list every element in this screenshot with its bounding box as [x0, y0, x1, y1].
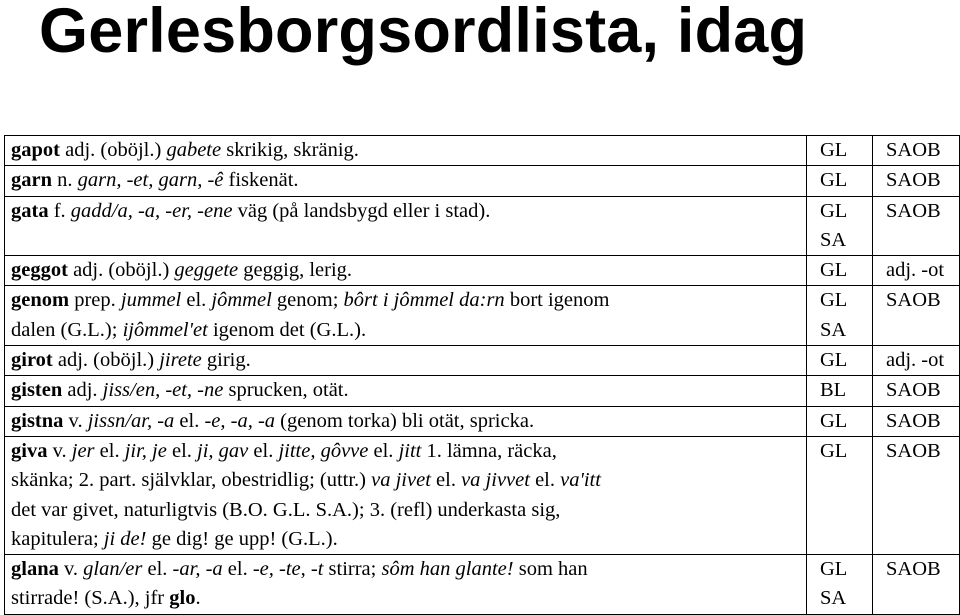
dialect-form: glan/er	[83, 558, 143, 581]
dialect-form: jummel	[120, 289, 182, 312]
dialect-form: jirete	[159, 349, 202, 372]
source-code: GL	[820, 199, 848, 222]
entry-sources	[807, 256, 873, 286]
entry-definition	[5, 166, 807, 196]
definition-text: v.	[58, 558, 84, 581]
dialect-form: jômmel	[211, 289, 272, 312]
headword: glana	[11, 558, 59, 581]
entry-definition	[5, 256, 807, 286]
dialect-form: jissn/ar, -a	[87, 409, 175, 432]
dialect-form: ji, gav	[197, 439, 249, 462]
definition-line	[11, 407, 800, 436]
entry-sources	[807, 136, 873, 166]
definition-text: sprucken, otät.	[223, 379, 349, 402]
source-code: GL	[820, 139, 848, 161]
definition-text: genom;	[271, 289, 344, 312]
source-code: GL	[820, 558, 848, 581]
definition-text: adj. (oböjl.)	[59, 139, 167, 161]
definition-text: adj. (oböjl.)	[67, 259, 175, 282]
source-code: GL	[820, 169, 848, 192]
entry-definition	[5, 196, 807, 256]
headword: gistna	[11, 409, 64, 432]
dialect-form: jiss/en, -et, -ne	[102, 379, 224, 402]
entry-reference: SAOB	[873, 196, 960, 256]
definition-line	[11, 166, 800, 195]
entry-reference: SAOB	[873, 436, 960, 554]
source-code: GL	[820, 439, 848, 462]
dialect-form: sôm han glante!	[381, 558, 514, 581]
definition-text: adj. (oböjl.)	[52, 349, 160, 372]
definition-text: som han	[513, 558, 588, 581]
definition-line	[11, 316, 800, 345]
source-code: GL	[820, 259, 848, 282]
dialect-form: garn, -et, garn, -ê	[77, 169, 224, 192]
definition-text: (genom torka) bli otät, spricka.	[275, 409, 535, 432]
entry-reference: SAOB	[873, 166, 960, 196]
headword: glo	[169, 587, 196, 610]
entry-definition	[5, 376, 807, 406]
definition-text: el.	[166, 439, 198, 462]
dialect-form: va'itt	[560, 469, 601, 492]
dialect-form: jer	[71, 439, 95, 462]
headword: garn	[11, 169, 52, 192]
entry-reference: adj. -ot	[873, 256, 960, 286]
definition-line	[11, 197, 800, 226]
entry-reference: SAOB	[873, 286, 960, 346]
definition-line	[11, 496, 800, 525]
definition-text: bort igenom	[504, 289, 610, 312]
dialect-form: va jivvet	[461, 469, 530, 492]
entry-sources	[807, 406, 873, 436]
definition-text: n.	[52, 169, 78, 192]
definition-line	[11, 437, 800, 466]
definition-text: el.	[94, 439, 125, 462]
source-code: GL	[820, 349, 848, 372]
dictionary-table	[4, 135, 960, 615]
definition-line	[11, 346, 800, 375]
table-row	[5, 286, 960, 346]
definition-text: el.	[181, 289, 212, 312]
headword: gapot	[11, 139, 60, 161]
entry-sources	[807, 196, 873, 256]
dictionary-body	[5, 136, 960, 615]
definition-line	[11, 555, 800, 584]
page-title: Gerlesborgsordlista, idag	[39, 0, 808, 66]
dialect-form: ji de!	[103, 527, 147, 550]
definition-line	[11, 584, 800, 613]
definition-text: ge dig! ge upp! (G.L.).	[146, 527, 338, 550]
table-row	[5, 436, 960, 554]
source-code: SA	[820, 318, 847, 341]
definition-text: v.	[47, 439, 72, 462]
entry-definition	[5, 406, 807, 436]
definition-text: el.	[222, 558, 253, 581]
definition-text: stirra;	[323, 558, 382, 581]
definition-text: el.	[248, 439, 279, 462]
definition-text: el.	[529, 469, 561, 492]
definition-text: igenom det (G.L.).	[207, 318, 367, 341]
definition-text: det var givet, naturligtvis (B.O. G.L. S.A.); 3. (refl) underkasta sig,	[11, 498, 561, 521]
definition-line	[11, 376, 800, 405]
definition-line	[11, 136, 800, 165]
source-code: SA	[820, 228, 847, 251]
entry-sources	[807, 436, 873, 554]
definition-text: dalen (G.L.);	[11, 318, 123, 341]
entry-sources	[807, 376, 873, 406]
entry-sources	[807, 555, 873, 615]
dialect-form: -ar, -a	[172, 558, 223, 581]
definition-text: el.	[368, 439, 399, 462]
definition-text: skänka; 2. part. självklar, obestridlig; (uttr.)	[11, 469, 372, 492]
entry-reference: SAOB	[873, 406, 960, 436]
definition-line	[11, 256, 800, 285]
table-row	[5, 136, 960, 166]
definition-text: el.	[430, 469, 462, 492]
headword: girot	[11, 349, 53, 372]
definition-text: fiskenät.	[223, 169, 299, 192]
headword: gata	[11, 199, 49, 222]
source-code: GL	[820, 409, 848, 432]
definition-text: väg (på landsbygd eller i stad).	[232, 199, 491, 222]
dialect-form: jitt	[398, 439, 422, 462]
definition-text: geggig, lerig.	[238, 259, 353, 282]
entry-sources	[807, 346, 873, 376]
dialect-form: jitte, gôvve	[278, 439, 369, 462]
definition-text: .	[195, 587, 201, 610]
source-code: SA	[820, 587, 847, 610]
definition-line	[11, 466, 800, 495]
headword: geggot	[11, 259, 68, 282]
headword: gisten	[11, 379, 63, 402]
definition-text: skrikig, skränig.	[221, 139, 359, 161]
definition-text: f.	[48, 199, 71, 222]
headword: genom	[11, 289, 70, 312]
definition-text: el.	[142, 558, 173, 581]
table-row	[5, 196, 960, 256]
definition-line	[11, 525, 800, 554]
table-row	[5, 256, 960, 286]
dialect-form: geggete	[174, 259, 239, 282]
definition-text: stirrade! (S.A.), jfr	[11, 587, 170, 610]
headword: giva	[11, 439, 48, 462]
entry-definition	[5, 436, 807, 554]
entry-reference: SAOB	[873, 376, 960, 406]
entry-definition	[5, 136, 807, 166]
entry-sources	[807, 286, 873, 346]
table-row	[5, 376, 960, 406]
table-row	[5, 166, 960, 196]
definition-text: adj.	[62, 379, 103, 402]
entry-sources	[807, 166, 873, 196]
table-row	[5, 555, 960, 615]
entry-definition	[5, 555, 807, 615]
entry-reference: SAOB	[873, 136, 960, 166]
definition-text: kapitulera;	[11, 527, 104, 550]
definition-text: 1. lämna, räcka,	[421, 439, 557, 462]
dialect-form: bôrt i jômmel da:rn	[343, 289, 505, 312]
table-row	[5, 406, 960, 436]
entry-definition	[5, 346, 807, 376]
dialect-form: ijômmel'et	[122, 318, 208, 341]
dialect-form: va jivet	[371, 469, 431, 492]
definition-text: v.	[63, 409, 88, 432]
entry-reference: SAOB	[873, 555, 960, 615]
source-code: GL	[820, 289, 848, 312]
dialect-form: jir, je	[124, 439, 167, 462]
entry-reference: adj. -ot	[873, 346, 960, 376]
definition-text: el.	[174, 409, 205, 432]
entry-definition	[5, 286, 807, 346]
definition-text: prep.	[69, 289, 121, 312]
table-row	[5, 346, 960, 376]
dialect-form: -e, -a, -a	[204, 409, 276, 432]
source-code: BL	[820, 379, 847, 402]
definition-text: girig.	[201, 349, 251, 372]
definition-line	[11, 286, 800, 315]
dialect-form: gadd/a, -a, -er, -ene	[70, 199, 233, 222]
dialect-form: -e, -te, -t	[252, 558, 324, 581]
dialect-form: gabete	[166, 139, 222, 161]
